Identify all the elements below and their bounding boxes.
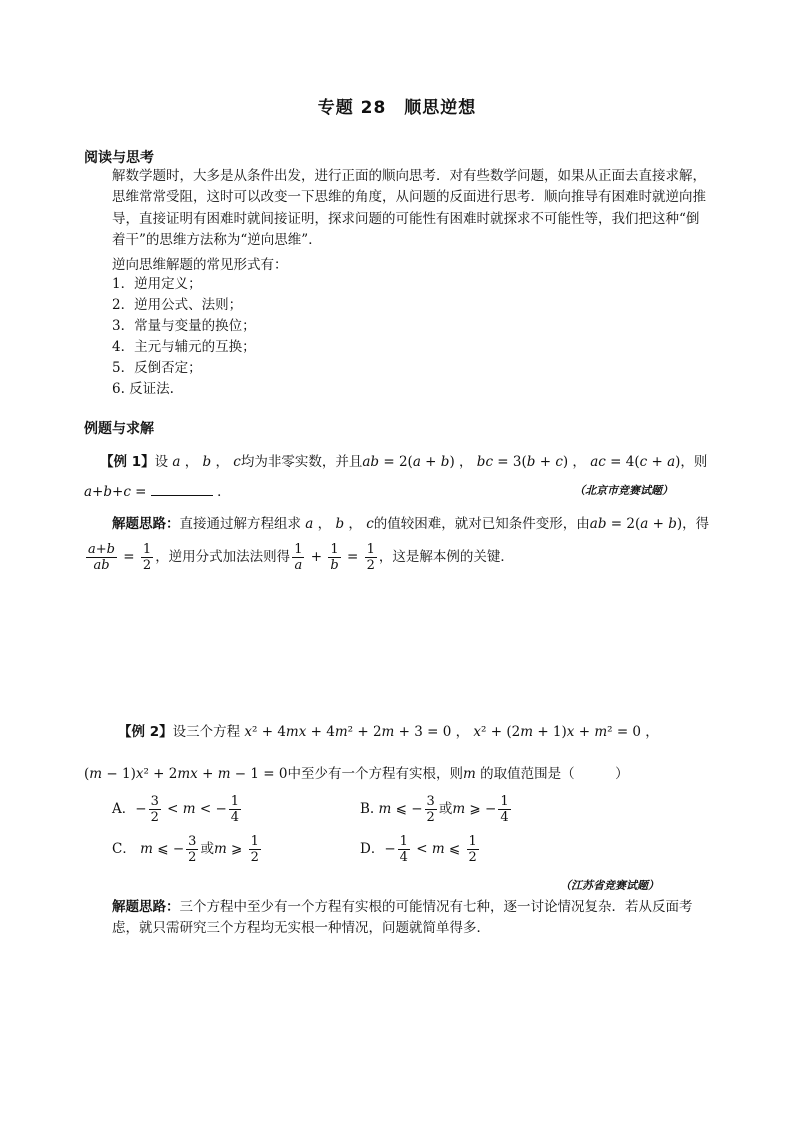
option-d[interactable]: D．− $\frac{1}{4}$ < m ⩽ $\frac{1}{2}$ [360, 834, 477, 865]
fraction: $\frac{1}{2}$ [366, 542, 375, 573]
section-heading-reading: 阅读与思考 [84, 150, 154, 166]
fraction: $\frac{1}{b}$ [330, 542, 339, 573]
ex2-statement-line2: (m − 1)x² + 2mx + m − 1 = 0中至少有一个方程有实根，则m 的取值范围是（ ） [84, 766, 629, 782]
list-item: 2．逆用公式、法则； [112, 297, 243, 314]
ex1-statement: 【例 1】设 a ， b ， c均为非零实数，并且ab = 2(a + b) ， bc = 3(b + c) ， ac = 4(c + a)，则 [100, 454, 708, 470]
fraction: $\frac{a+b}{ab}$ [88, 542, 115, 573]
page-title: 专题 28 顺思逆想 [317, 98, 477, 118]
reading-text: 解数学题时，大多是从条件出发，进行正面的顺向思考．对有些数学问题，如果从正面去直接求解，思维常常受阻，这时可以改变一下思维的角度，从问题的反面进行思考．顺向推导有困难时就逆向推导，直接证明有困难时就间接证明，探求问题的可能性有困难时就探求不可能性等，我们把这种“倒着干”的思维方法称为“逆向思维”． [112, 168, 706, 248]
ex1-hint-line1: 解题思路：直接通过解方程组求 a ， b ， c的值较困难，就对已知条件变形，由ab = 2(a + b)，得 [112, 516, 710, 532]
option-b[interactable]: B. m ⩽ − $\frac{3}{2}$ 或m ⩾ − $\frac{1}{4}$ [360, 794, 509, 825]
list-item: 6. 反证法. [112, 381, 174, 398]
forms-intro: 逆向思维解题的常见形式有： [112, 257, 288, 273]
fraction: $\frac{1}{2}$ [142, 542, 152, 573]
answer-blank [151, 483, 213, 496]
section-heading-examples: 例题与求解 [84, 421, 154, 437]
forms-list [112, 274, 256, 401]
ex1-source: （北京市竞赛试题） [574, 484, 673, 497]
ex1-answer-line: a+b+c = ． [84, 484, 231, 500]
list-item: 1．逆用定义； [112, 276, 202, 292]
ex1-label: 【例 1】 [100, 454, 155, 470]
list-item: 3．常量与变量的换位； [112, 318, 256, 335]
ex1-hint-line2: $\frac{a+b}{ab}$ = $\frac{1}{2}$ ，逆用分式加法法则得 $\frac{1}{a}$ + $\frac{1}{b}$ = $\frac{1}{2}$ ，这是解本例的关键． [88, 542, 514, 573]
ex2-statement-line1: 【例 2】设三个方程 x² + 4mx + 4m² + 2m + 3 = 0 ， x² + (2m + 1)x + m² = 0 ， [118, 724, 659, 740]
ex2-hint: 解题思路：三个方程中至少有一个方程有实根的可能情况有七种，逐一讨论情况复杂．若从反面考虑，就只需研究三个方程均无实根一种情况，问题就简单得多． [112, 899, 693, 937]
reading-paragraph [84, 166, 710, 251]
list-item: 5．反倒否定； [112, 360, 202, 377]
option-a[interactable]: A．− $\frac{3}{2}$ < m < − $\frac{1}{4}$ [112, 794, 240, 825]
list-item: 4．主元与辅元的互换； [112, 339, 256, 356]
ex2-label: 【例 2】 [118, 724, 173, 740]
ex2-source: （江苏省竞赛试题） [560, 879, 659, 892]
option-c[interactable]: C． m ⩽ − $\frac{3}{2}$ 或m ⩾ $\frac{1}{2}$ [112, 834, 259, 865]
fraction: $\frac{1}{a}$ [294, 542, 303, 573]
